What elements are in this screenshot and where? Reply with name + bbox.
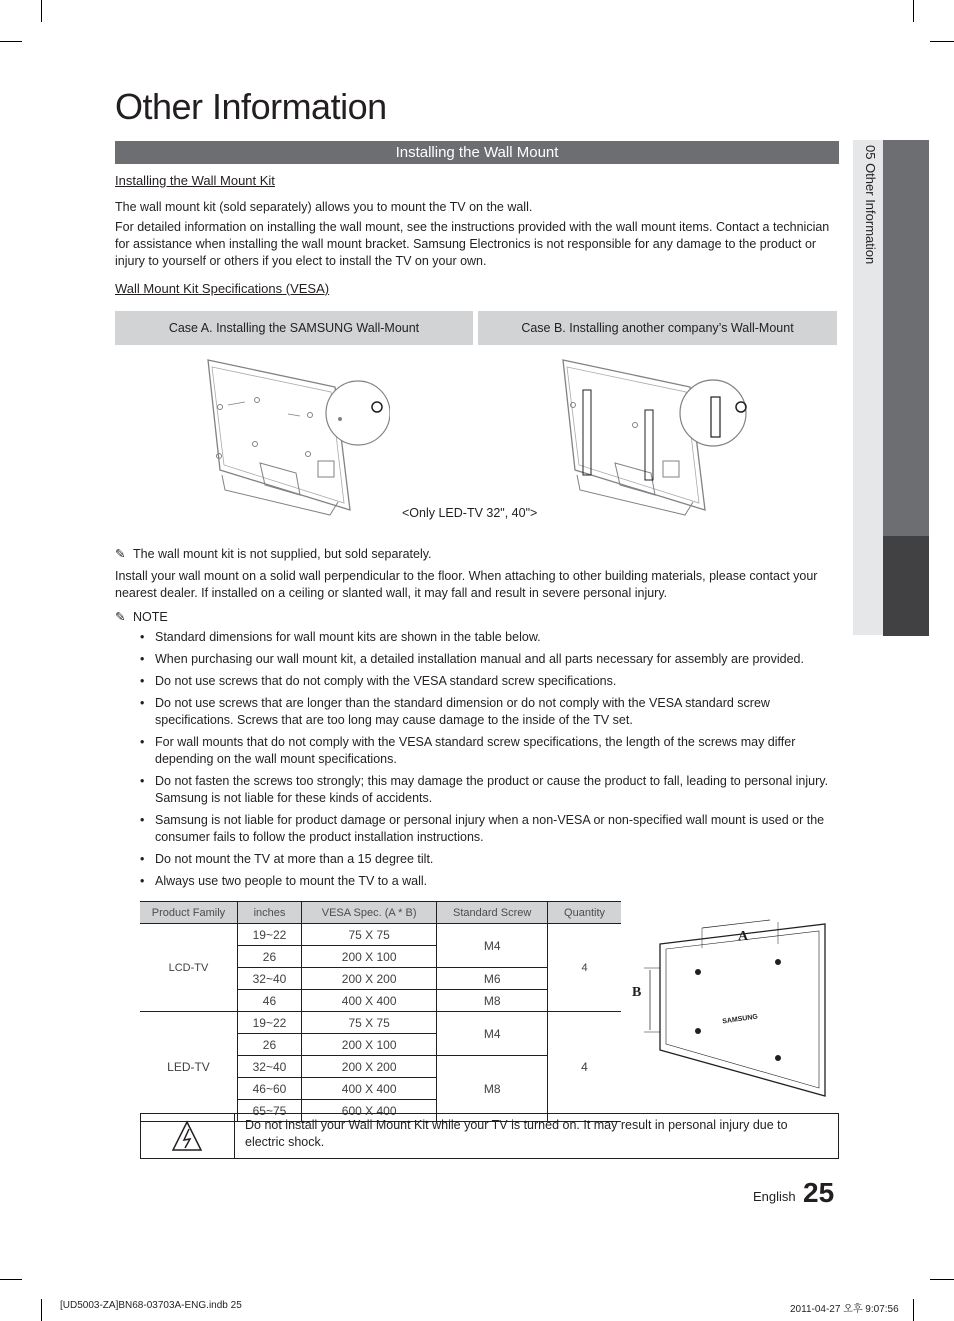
case-b-illustration bbox=[555, 355, 755, 520]
quantity-cell: 4 bbox=[548, 924, 621, 1012]
install-paragraph: Install your wall mount on a solid wall perpendicular to the floor. When attaching to other building materials, please contact your nearest dealer. If installed on a ceiling or slanted wall, it may fall and result in severe personal injury. bbox=[115, 569, 818, 600]
list-item: • Do not use screws that are longer than the standard dimension or do not comply with the VESA standard screw specifications. Screws that are too long may cause damage to the inside of the TV set. bbox=[140, 695, 840, 729]
page-title: Other Information bbox=[115, 86, 387, 127]
list-item: • Always use two people to mount the TV to a wall. bbox=[140, 873, 840, 890]
screw-cell: M8 bbox=[437, 990, 548, 1012]
spec-cell: 200 X 200 bbox=[301, 1056, 436, 1078]
crop-mark bbox=[41, 0, 42, 22]
sold-separately-note: ✎ The wall mount kit is not supplied, but sold separately. bbox=[115, 547, 432, 561]
footer-file: [UD5003-ZA]BN68-03703A-ENG.indb 25 bbox=[60, 1300, 242, 1311]
side-tab-active bbox=[883, 536, 929, 636]
list-item: • For wall mounts that do not comply with the VESA standard screw specifications, the length of the screws may differ depending on the wall mount specifications. bbox=[140, 734, 840, 768]
crop-mark bbox=[913, 0, 914, 22]
crop-mark bbox=[0, 1279, 22, 1280]
inches-cell: 46 bbox=[237, 990, 301, 1012]
brand-logo: SAMSUNG bbox=[721, 1013, 759, 1026]
list-item: • Samsung is not liable for product damage or personal injury when a non-VESA or non-specified wall mount is used or the consumer fails to follow the product installation instructions. bbox=[140, 812, 840, 846]
product-family: LED-TV bbox=[140, 1012, 237, 1122]
case-a-header: Case A. Installing the SAMSUNG Wall-Mount bbox=[115, 311, 473, 345]
pencil-note-icon: ✎ bbox=[115, 610, 126, 624]
pencil-note-icon: ✎ bbox=[115, 547, 126, 561]
spec-cell: 200 X 100 bbox=[301, 1034, 436, 1056]
table-header: inches bbox=[237, 902, 301, 924]
vesa-diagram bbox=[630, 918, 830, 1098]
side-tab-label: 05 Other Information bbox=[863, 145, 878, 265]
spec-cell: 400 X 400 bbox=[301, 990, 436, 1012]
table-header: Quantity bbox=[548, 902, 621, 924]
kit-heading: Installing the Wall Mount Kit bbox=[115, 173, 275, 188]
list-item: • Do not mount the TV at more than a 15 degree tilt. bbox=[140, 851, 840, 868]
table-header: Product Family bbox=[140, 902, 237, 924]
spec-cell: 600 X 400 bbox=[301, 1100, 436, 1122]
dimension-b-label: B bbox=[632, 985, 642, 1000]
inches-cell: 26 bbox=[237, 1034, 301, 1056]
crop-mark bbox=[0, 41, 22, 42]
table-header-row bbox=[140, 902, 621, 924]
screw-cell: M8 bbox=[437, 1056, 548, 1122]
notes-list bbox=[140, 629, 840, 895]
kit-paragraph-1: The wall mount kit (sold separately) allows you to mount the TV on the wall. bbox=[115, 200, 533, 214]
table-header: VESA Spec. (A * B) bbox=[301, 902, 436, 924]
spec-cell: 400 X 400 bbox=[301, 1078, 436, 1100]
inches-cell: 32~40 bbox=[237, 968, 301, 990]
list-item: • Do not use screws that do not comply with the VESA standard screw specifications. bbox=[140, 673, 840, 690]
section-header: Installing the Wall Mount bbox=[115, 141, 839, 164]
quantity-cell: 4 bbox=[548, 1012, 621, 1122]
footer-timestamp: 2011-04-27 오후 9:07:56 bbox=[790, 1304, 899, 1315]
spec-cell: 200 X 200 bbox=[301, 968, 436, 990]
crop-mark bbox=[41, 1299, 42, 1321]
note-label: ✎ NOTE bbox=[115, 610, 168, 624]
page-language: English bbox=[753, 1189, 796, 1204]
spec-cell: 75 X 75 bbox=[301, 1012, 436, 1034]
inches-cell: 19~22 bbox=[237, 1012, 301, 1034]
inches-cell: 65~75 bbox=[237, 1100, 301, 1122]
model-caption: <Only LED-TV 32", 40"> bbox=[402, 506, 538, 520]
page-number: 25 bbox=[803, 1177, 835, 1208]
inches-cell: 46~60 bbox=[237, 1078, 301, 1100]
table-row bbox=[140, 924, 621, 946]
case-a-illustration bbox=[200, 355, 390, 520]
vesa-heading: Wall Mount Kit Specifications (VESA) bbox=[115, 281, 330, 296]
inches-cell: 32~40 bbox=[237, 1056, 301, 1078]
dimension-a-label: A bbox=[738, 929, 749, 944]
crop-mark bbox=[930, 41, 954, 42]
inches-cell: 26 bbox=[237, 946, 301, 968]
side-tab-dark bbox=[883, 140, 929, 536]
list-item: • When purchasing our wall mount kit, a detailed installation manual and all parts necessary for assembly are provided. bbox=[140, 651, 840, 668]
screw-cell: M4 bbox=[437, 1012, 548, 1056]
crop-mark bbox=[930, 1279, 954, 1280]
case-b-header: Case B. Installing another company’s Wall-Mount bbox=[478, 311, 837, 345]
inches-cell: 19~22 bbox=[237, 924, 301, 946]
spec-cell: 75 X 75 bbox=[301, 924, 436, 946]
screw-cell: M4 bbox=[437, 924, 548, 968]
warning-icon-cell bbox=[140, 1113, 235, 1159]
list-item: • Standard dimensions for wall mount kits are shown in the table below. bbox=[140, 629, 840, 646]
screw-cell: M6 bbox=[437, 968, 548, 990]
kit-paragraph-2: For detailed information on installing the wall mount, see the instructions provided with the wall mount items. Contact a technician for assistance when installing the wall mount bracket. Samsung Electronics is not responsible for any damage to the product or injury to yourself or others if you elect to install the TV on your own. bbox=[115, 220, 830, 268]
table-row bbox=[140, 1012, 621, 1034]
list-item: • Do not fasten the screws too strongly; this may damage the product or cause the product to fall, leading to personal injury. Samsung is not liable for these kinds of accidents. bbox=[140, 773, 840, 807]
spec-cell: 200 X 100 bbox=[301, 946, 436, 968]
crop-mark bbox=[913, 1299, 914, 1321]
table-header: Standard Screw bbox=[437, 902, 548, 924]
product-family: LCD-TV bbox=[140, 924, 237, 1012]
lightning-warning-icon bbox=[140, 1113, 234, 1159]
warning-text: Do not install your Wall Mount Kit while your TV is turned on. It may result in personal injury due to electric shock. bbox=[245, 1118, 788, 1149]
vesa-table bbox=[140, 901, 621, 1122]
